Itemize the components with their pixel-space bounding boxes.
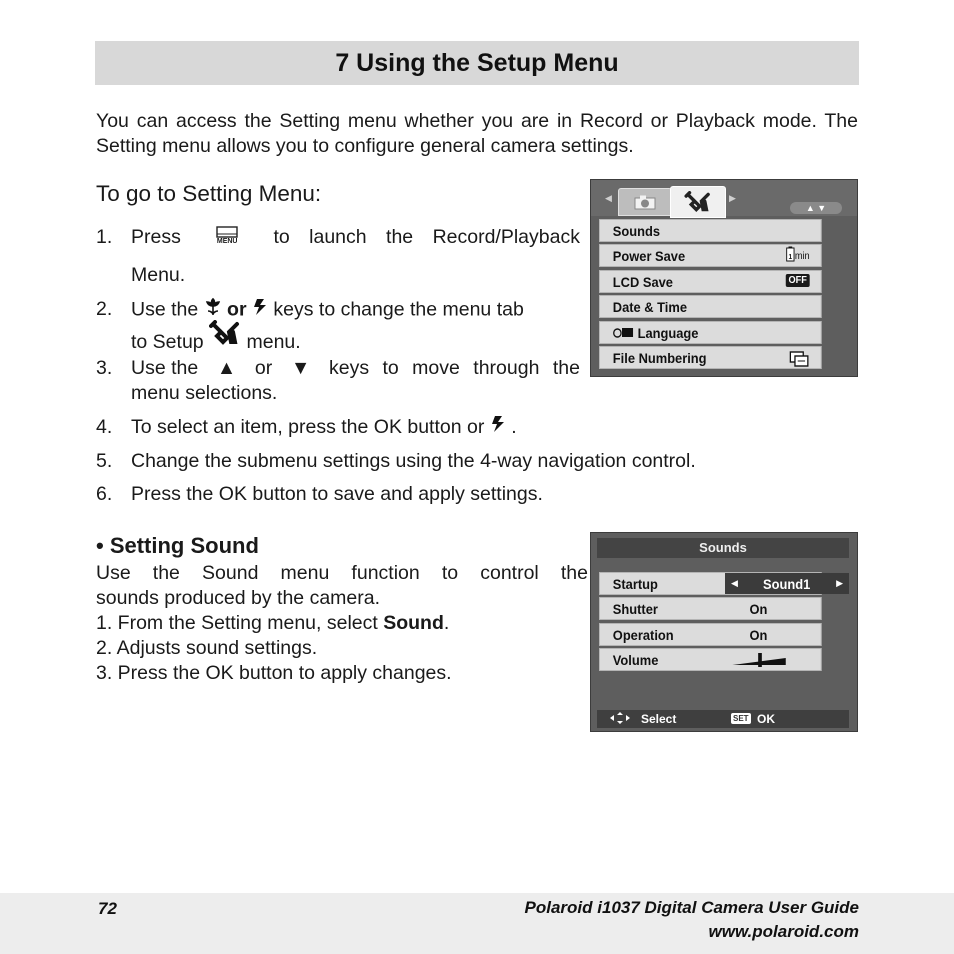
menu-item-power-save[interactable]: Power Save 1 min	[599, 244, 822, 267]
sound-line-3: 1. From the Setting menu, select Sound.	[96, 612, 450, 634]
guide-title: Polaroid i1037 Digital Camera User Guide	[524, 898, 859, 917]
setting-sound-heading: • Setting Sound	[96, 533, 259, 558]
step-2-cont: to Setup menu.	[131, 330, 301, 355]
sound-line-5: 3. Press the OK button to apply changes.	[96, 662, 452, 684]
page-title: 7 Using the Setup Menu	[335, 48, 619, 77]
camera-icon	[634, 195, 656, 215]
next-arrow-icon[interactable]: ▶	[836, 578, 843, 588]
battery-icon	[786, 246, 795, 262]
volume-slider[interactable]	[731, 652, 788, 671]
menu-item-language[interactable]: Language	[599, 321, 822, 344]
tab-right-arrow-icon: ▶	[729, 193, 736, 203]
svg-text:1: 1	[788, 253, 793, 262]
sound-line-2: sounds produced by the camera.	[96, 587, 381, 609]
four-way-nav-icon	[609, 711, 631, 728]
setup-wrench-icon	[684, 191, 712, 218]
menu-item-date-time[interactable]: Date & Time	[599, 295, 822, 318]
page-number: 72	[98, 899, 117, 918]
language-icon	[613, 325, 635, 341]
set-button-icon: SET	[733, 714, 749, 723]
flash-icon	[490, 415, 506, 440]
shutter-value: On	[749, 601, 768, 617]
down-arrow-icon: ▼	[290, 357, 311, 379]
tab-left-arrow-icon: ◀	[605, 193, 612, 203]
step-1: 1. Press MENU to launch the Record/Playback	[96, 226, 580, 248]
menu-item-file-numbering[interactable]: File Numbering	[599, 346, 822, 369]
menu-item-lcd-save[interactable]: LCD Save OFF	[599, 270, 822, 293]
sounds-item-volume[interactable]: Volume	[599, 648, 822, 671]
step-1-cont: Menu.	[131, 264, 186, 286]
flash-icon	[252, 298, 268, 323]
step-3: 3. Use the ▲ or ▼ keys to move through the	[96, 357, 580, 379]
tab-setup[interactable]	[670, 186, 726, 218]
sounds-title: Sounds	[597, 538, 849, 558]
sounds-screen	[590, 532, 858, 732]
sound-line-1: Use the Sound menu function to control the	[96, 562, 588, 584]
setup-wrench-icon	[209, 320, 241, 353]
step-2: 2. Use the or keys to change the menu tab	[96, 297, 580, 322]
goto-heading: To go to Setting Menu:	[96, 181, 322, 206]
sounds-item-operation[interactable]: Operation On	[599, 623, 822, 646]
menu-item-sounds[interactable]: Sounds	[599, 219, 822, 242]
scroll-indicator: ▲ ▼	[790, 202, 842, 214]
step-3-cont: menu selections.	[131, 382, 278, 404]
menu-key-icon: MENU	[216, 226, 238, 246]
prev-arrow-icon[interactable]: ◀	[731, 578, 738, 588]
power-save-value: 1 min	[786, 246, 810, 262]
tab-camera[interactable]	[618, 188, 672, 216]
sounds-footer	[597, 710, 849, 728]
lcd-save-value: OFF	[786, 274, 810, 287]
sound-line-4: 2. Adjusts sound settings.	[96, 637, 318, 659]
sounds-item-shutter[interactable]: Shutter On	[599, 597, 822, 620]
footer-ok-label: OK	[757, 712, 775, 726]
page-footer	[0, 893, 954, 954]
file-numbering-icon	[789, 351, 809, 370]
website-link[interactable]: www.polaroid.com	[708, 922, 859, 941]
setup-menu-screen	[590, 179, 858, 377]
section-title-bar	[95, 41, 859, 85]
operation-value: On	[749, 627, 768, 643]
footer-select-label: Select	[641, 712, 677, 726]
sounds-item-startup[interactable]: Startup	[599, 572, 822, 595]
intro-paragraph: You can access the Setting menu whether you are in Record or Playback mode. The Setting menu allows you to configure general camera settings.	[96, 110, 858, 157]
up-arrow-icon: ▲	[216, 357, 237, 379]
startup-value-selector[interactable]: ◀ Sound1 ▶	[725, 573, 849, 594]
